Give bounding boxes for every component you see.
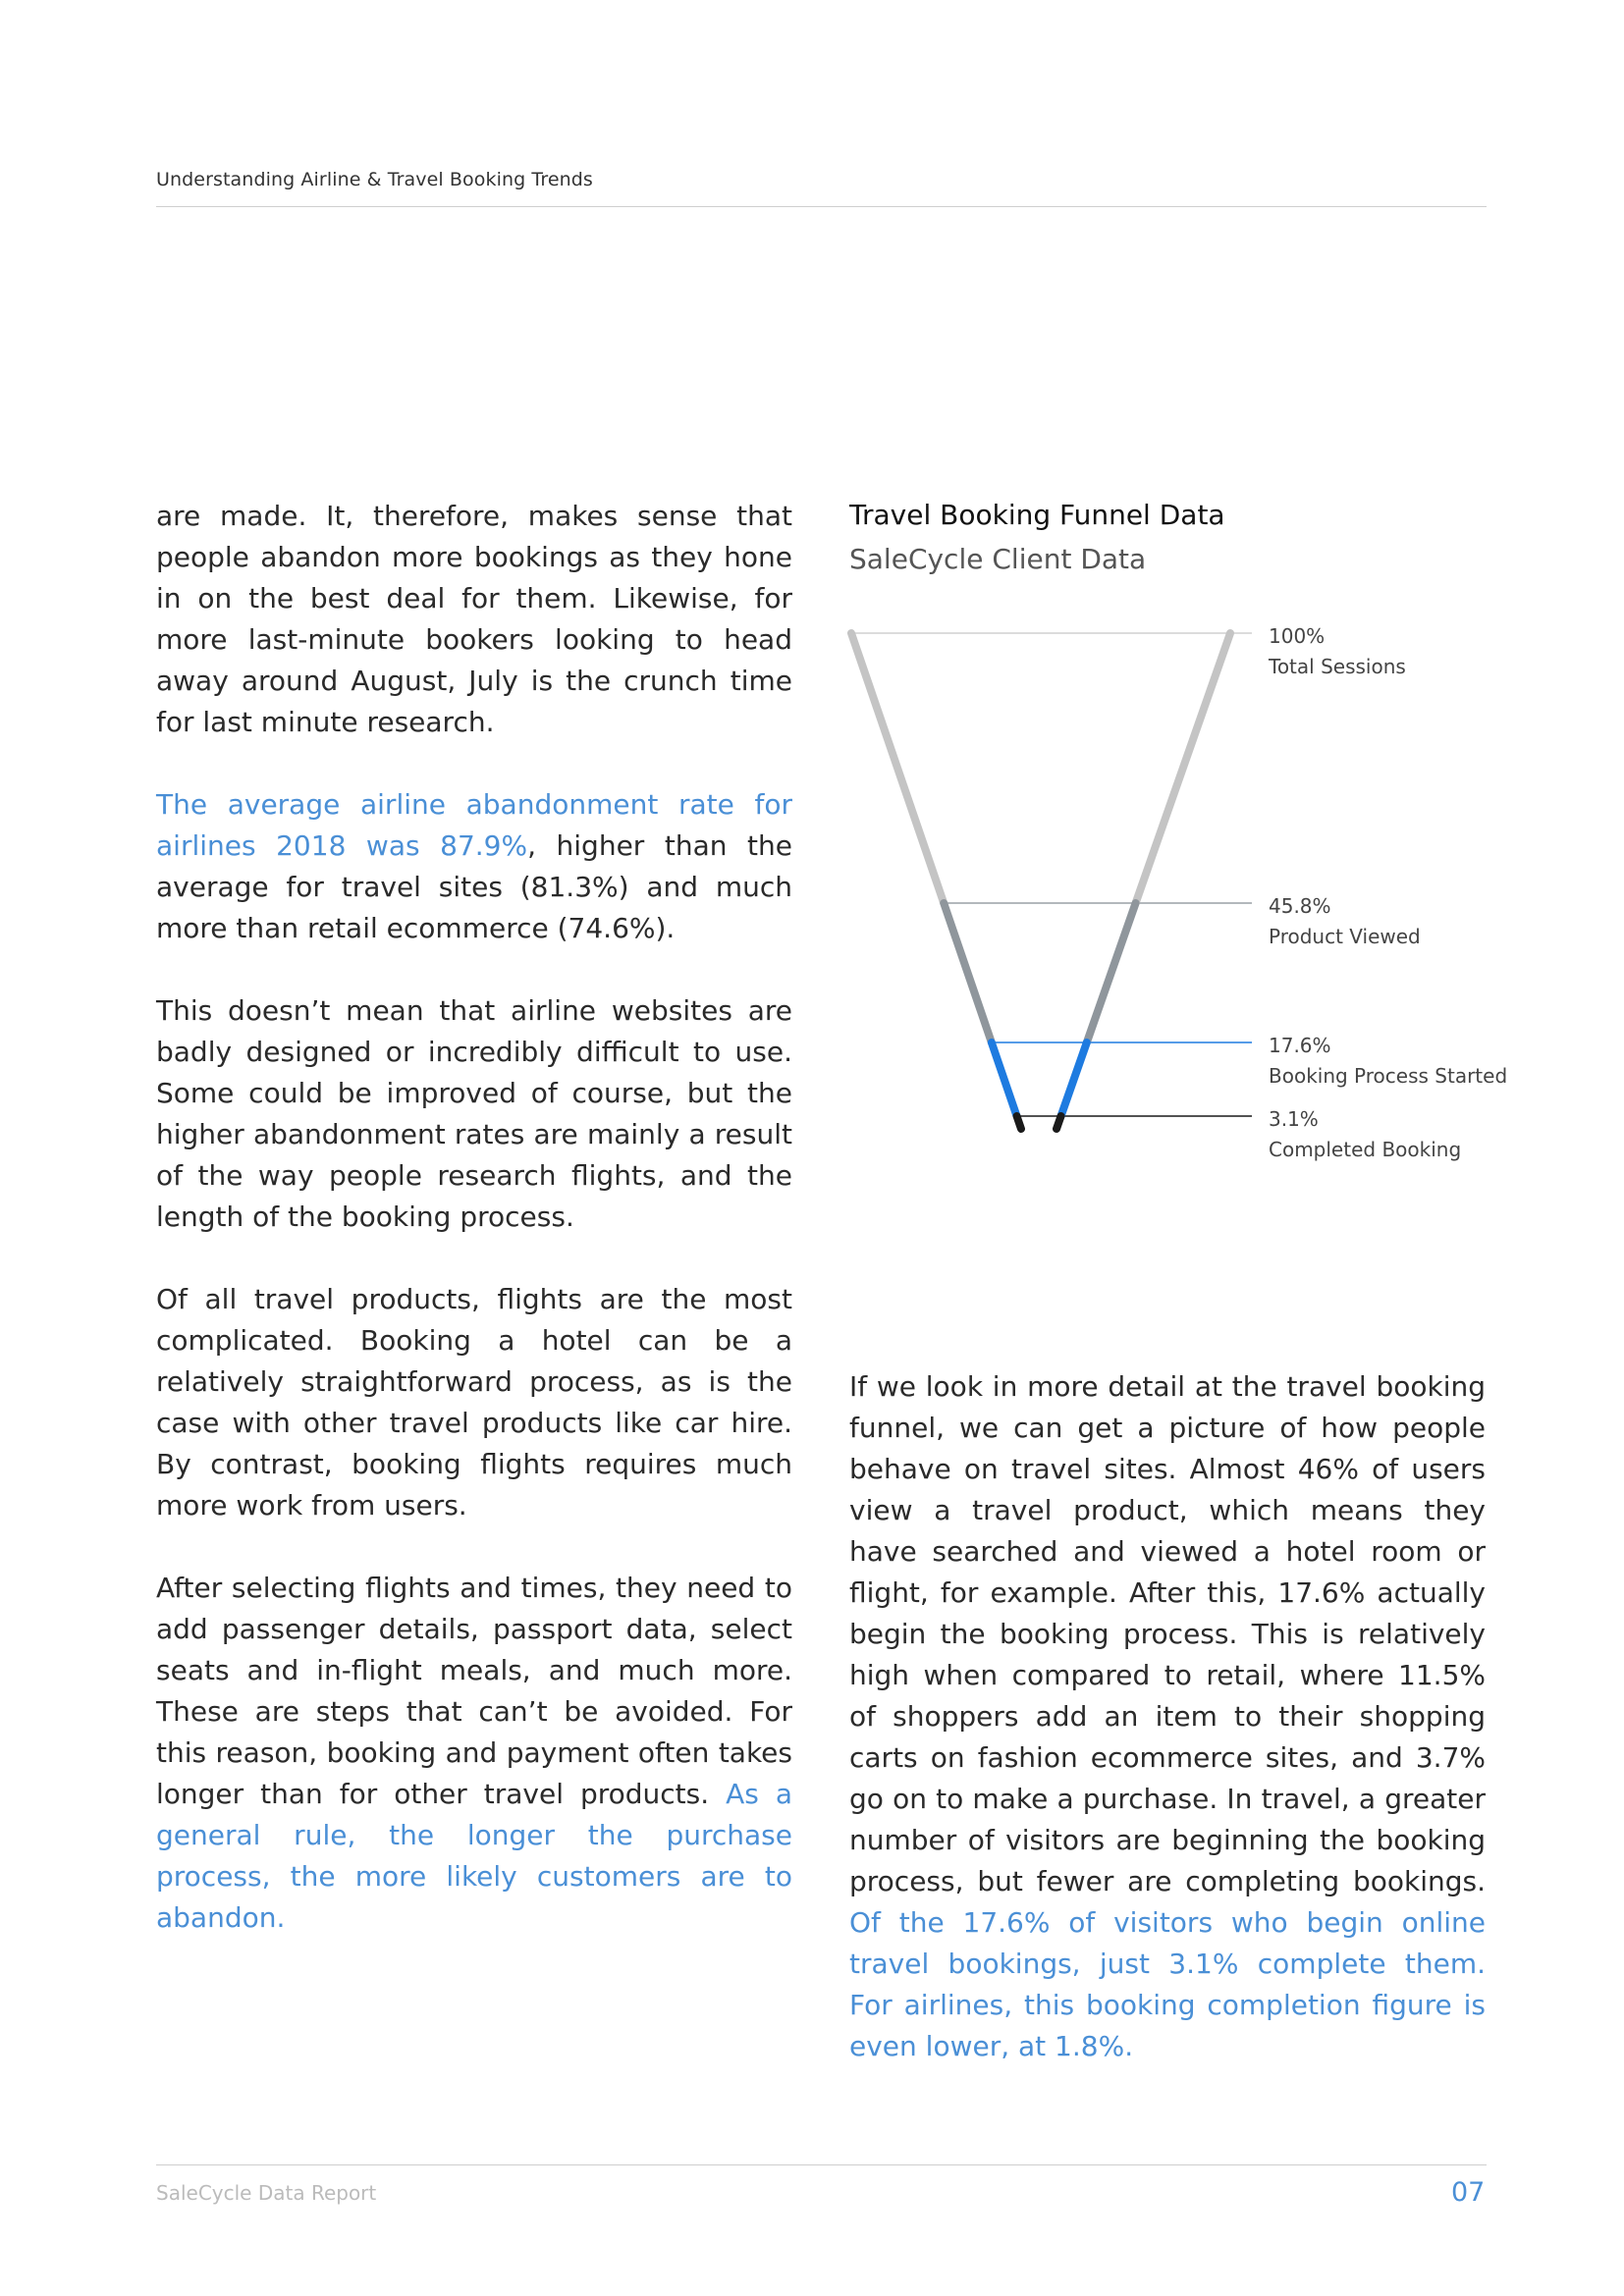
funnel-right-segment-3: [1061, 1042, 1087, 1116]
right-paragraph-1-text: If we look in more detail at the travel booking funnel, we can get a picture of how people behave on travel sites. Almost 46% of users view a travel product, which means they have searched and viewed a hotel room or flight, for example. After this, 17.6% actually begin the booking process. This is relatively high when compared to retail, where 11.5% of shoppers add an item to their shopping carts on fashion ecommerce sites, and 3.7% go on to make a purchase. In travel, a greater number of visitors are beginning the booking process, but fewer are completing bookings.: [849, 1370, 1486, 1897]
chart-title: Travel Booking Funnel Data: [849, 499, 1225, 531]
footer-report-name: SaleCycle Data Report: [156, 2181, 377, 2205]
highlight-purchase-process: As a general rule, the longer the purchase process, the more likely customers are to abandon.: [156, 1778, 792, 1934]
funnel-left-segment-2: [944, 903, 992, 1042]
highlight-completion: Of the 17.6% of visitors who begin online travel bookings, just 3.1% complete them. For airlines, this booking completion figure is even lower, at 1.8%.: [849, 1906, 1486, 2062]
funnel-left-segment-3: [992, 1042, 1017, 1116]
funnel-left-segment-4: [1017, 1116, 1021, 1129]
stage-label-4: [1269, 1104, 1461, 1165]
stage-value: 100%: [1269, 624, 1326, 648]
right-column: [849, 1366, 1486, 2109]
stage-value: 3.1%: [1269, 1107, 1319, 1131]
stage-label-1: [1269, 621, 1406, 682]
funnel-left-segment-1: [851, 633, 944, 903]
funnel-right-segment-4: [1056, 1116, 1061, 1129]
stage-value: 17.6%: [1269, 1034, 1331, 1057]
left-paragraph-1: are made. It, therefore, makes sense that people abandon more bookings as they hone in on the best deal for them. Likewise, for more last-minute bookers looking to head away around August, July is the crunch time for last minute research.: [156, 500, 792, 738]
stage-name: Product Viewed: [1269, 925, 1421, 948]
highlight-abandonment-rate: The average airline abandonment rate for airlines 2018 was 87.9%: [156, 788, 792, 862]
stage-value: 45.8%: [1269, 894, 1331, 918]
left-paragraph-5: [156, 1568, 792, 1939]
stage-name: Completed Booking: [1269, 1138, 1462, 1161]
left-paragraph-4: Of all travel products, flights are the most complicated. Booking a hotel can be a relatively straightforward process, as is the case with other travel products like car hire. By contrast, booking flights requires much more work from users.: [156, 1283, 792, 1522]
report-header-title: Understanding Airline & Travel Booking Trends: [156, 169, 593, 190]
funnel-right-segment-1: [1136, 633, 1230, 903]
stage-label-3: [1269, 1031, 1507, 1092]
stage-name: Total Sessions: [1269, 655, 1406, 678]
stage-name: Booking Process Started: [1269, 1064, 1508, 1088]
page-number: 07: [1451, 2177, 1486, 2208]
left-paragraph-5-text: After selecting flights and times, they need to add passenger details, passport data, select seats and in-flight meals, and much more. These are steps that can’t be avoided. For this reason, booking and payment often takes longer than for other travel products.: [156, 1572, 792, 1810]
left-paragraph-3: This doesn’t mean that airline websites are badly designed or incredibly difficult to use. Some could be improved of course, but the higher abandonment rates are mainly a result of the way people research flights, and the length of the booking process.: [156, 994, 792, 1233]
right-paragraph-1: [849, 1366, 1486, 2067]
chart-subtitle: SaleCycle Client Data: [849, 543, 1147, 575]
left-paragraph-2-rest: , higher than the average for travel sites (81.3%) and much more than retail ecommerce (74.6%).: [156, 829, 792, 944]
stage-label-2: [1269, 891, 1421, 952]
footer-divider: [156, 2164, 1487, 2165]
funnel-right-segment-2: [1087, 903, 1136, 1042]
